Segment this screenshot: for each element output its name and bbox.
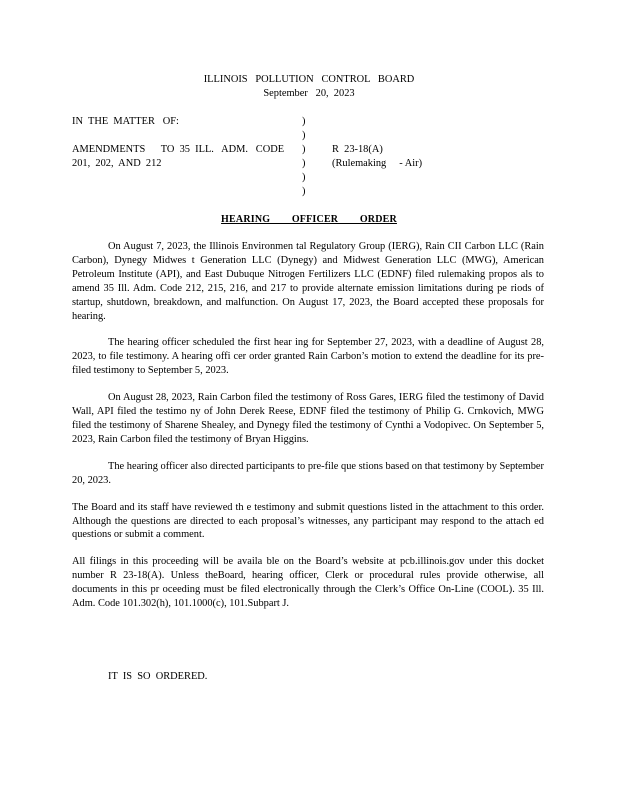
order-title-block (0, 213, 618, 227)
paragraph-testimony-filed: On August 28, 2023, Rain Carbon filed the testimony of Ross Gares, IERG filed the testimony of David Wall, API filed the testimo ny of John Derek Reese, EDNF filed the testimony of Philip G. Crnkovich, MWG filed the testimony of Sharene Shealey, and Dynegy filed the testimony of Cynthi a Vodopivec. On September 5, 2023, Rain Carbon filed the testimony of Bryan Higgins. (72, 392, 544, 445)
paragraph-prefile-questions: The hearing officer also directed participants to pre-file que stions based on that testimony by September 20, 2023. (72, 460, 544, 486)
rulemaking-type: (Rulemaking - Air) (332, 158, 423, 169)
so-ordered: IT IS SO ORDERED. (108, 671, 208, 682)
paren: ) (302, 130, 306, 141)
paragraph-board-questions: The Board and its staff have reviewed th e testimony and submit questions listed in the attachment to this order. Although the questions are directed to each proposal’s witnesses, any participant may respond to the attach ed questions or submit a comment. (72, 501, 544, 541)
docket-number: R 23-18(A) (332, 144, 383, 155)
order-body (72, 240, 544, 624)
paragraph-background: On August 7, 2023, the Illinois Environmen tal Regulatory Group (IERG), Rain CII Carbon LLC (Rain Carbon), Dynegy Midwes t Generation LLC (Dynegy) and Midwest Generation LLC (MWG), American Petroleum Institute (API), and East Dubuque Nitrogen Fertilizers LLC (EDNF) filed rulemaking propos als to amend 35 Ill. Adm. Code 212, 215, 216, and 217 to provide alternate emission limitations during pe riods of startup, shutdown, breakdown, and malfunction. On August 17, 2023, the Board accepted these proposals for hearing. (72, 241, 544, 322)
paren: ) (302, 186, 306, 197)
agency-name: ILLINOIS POLLUTION CONTROL BOARD (203, 74, 415, 85)
amendments-line-1: AMENDMENTS TO 35 ILL. ADM. CODE (72, 144, 285, 155)
paren: ) (302, 144, 306, 155)
order-title: HEARING OFFICER ORDER (221, 214, 397, 225)
caption-docket (332, 143, 422, 171)
case-caption (72, 115, 552, 200)
in-the-matter-label: IN THE MATTER OF: (72, 116, 179, 127)
caption-parentheses (302, 115, 312, 199)
document-header (0, 73, 618, 101)
paragraph-hearing-schedule: The hearing officer scheduled the first hear ing for September 27, 2023, with a deadline of August 28, 2023, to file testimony. A hearing offi cer order granted Rain Carbon’s motion to extend the deadline for its pre-filed testimony to September 5, 2023. (72, 337, 544, 377)
paragraph-filings: All filings in this proceeding will be availa ble on the Board’s website at pcb.illinois.gov under this docket number R 23-18(A). Unless theBoard, hearing officer, Clerk or procedural rules provide otherwise, all documents in this pr oceeding must be filed electronically through the Clerk’s Office On-Line (COOL). 35 Ill. Adm. Code 101.302(h), 101.1000(c), 101.Subpart J. (72, 556, 544, 610)
paren: ) (302, 116, 306, 127)
order-date: September 20, 2023 (263, 88, 355, 99)
paren: ) (302, 172, 306, 183)
paren: ) (302, 158, 306, 169)
amendments-line-2: 201, 202, AND 212 (72, 158, 162, 169)
